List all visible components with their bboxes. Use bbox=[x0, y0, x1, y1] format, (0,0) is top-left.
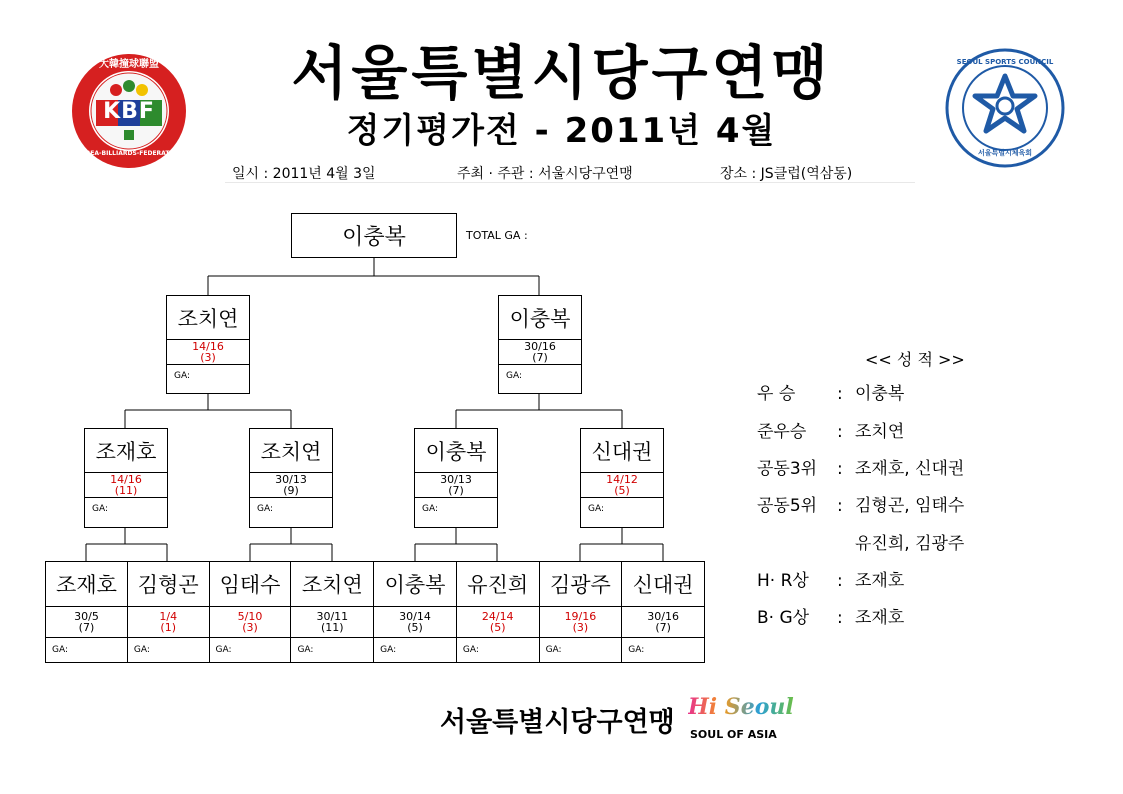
player-name: 조재호 bbox=[85, 429, 167, 473]
player-ga: GA: bbox=[506, 371, 523, 381]
result-row-best-game: B· G상 : 조재호 bbox=[757, 608, 905, 628]
kbf-logo-top-text: 大韓撞球聯盟 bbox=[99, 59, 159, 70]
result-row-joint-5th-cont bbox=[757, 533, 964, 555]
player-ga: GA: bbox=[209, 638, 291, 663]
player-name: 신대권 bbox=[622, 562, 705, 607]
player-name: 이충복 bbox=[374, 562, 457, 607]
hi-seoul-text: Hi Seoul bbox=[688, 694, 794, 720]
result-label: B· G상 bbox=[757, 608, 810, 628]
player-score: 30/16 (7) bbox=[499, 340, 581, 365]
result-label: H· R상 bbox=[757, 571, 809, 591]
player-name: 이충복 bbox=[415, 429, 497, 473]
player-ga: GA: bbox=[257, 504, 274, 514]
semi-box-1 bbox=[166, 295, 250, 394]
event-organizer: 주최 · 주관 : 서울시당구연맹 bbox=[457, 166, 633, 182]
quarter-box-3 bbox=[414, 428, 498, 528]
player-name: 신대권 bbox=[581, 429, 663, 473]
result-value: 김형곤, 임태수 bbox=[855, 496, 965, 516]
final-winner-box: 이충복 bbox=[291, 213, 457, 258]
result-value: 조치연 bbox=[855, 422, 905, 442]
player-ga: GA: bbox=[92, 504, 109, 514]
ssc-logo-ring-text: SEOUL SPORTS COUNCIL bbox=[956, 58, 1054, 66]
kbf-logo-ring-text: KOREA-BILLIARDS-FEDERATION bbox=[76, 150, 182, 157]
player-ga: GA: bbox=[174, 371, 191, 381]
player-ga: GA: bbox=[127, 638, 209, 663]
result-value: 조재호 bbox=[855, 571, 905, 591]
results-heading: << 성 적 >> bbox=[865, 350, 965, 369]
page-title: 서울특별시당구연맹 bbox=[291, 39, 832, 107]
player-score: 30/16 (7) bbox=[622, 607, 705, 638]
round1-names-row bbox=[46, 562, 705, 607]
quarter-box-2 bbox=[249, 428, 333, 528]
quarter-box-1 bbox=[84, 428, 168, 528]
player-name: 유진희 bbox=[456, 562, 539, 607]
hi-seoul-logo bbox=[688, 694, 794, 720]
result-label: 공동5위 bbox=[757, 496, 818, 516]
player-score: 30/13 (7) bbox=[415, 473, 497, 498]
result-value: 조재호 bbox=[855, 608, 905, 628]
player-score: 14/16 (11) bbox=[85, 473, 167, 498]
player-score: 30/5 (7) bbox=[46, 607, 128, 638]
result-label: 준우승 bbox=[757, 422, 807, 442]
result-label: 공동3위 bbox=[757, 459, 818, 479]
player-score: 1/4 (1) bbox=[127, 607, 209, 638]
footer-org-name: 서울특별시당구연맹 bbox=[440, 707, 675, 738]
player-name: 임태수 bbox=[209, 562, 291, 607]
player-score: 30/11 (11) bbox=[291, 607, 374, 638]
player-ga: GA: bbox=[588, 504, 605, 514]
result-value: 이충복 bbox=[855, 384, 905, 404]
player-name: 조재호 bbox=[46, 562, 128, 607]
event-venue: 장소 : JS클럽(역삼동) bbox=[720, 166, 853, 182]
result-value: 조재호, 신대권 bbox=[855, 459, 965, 479]
result-row-joint-5th: 공동5위 : 김형곤, 임태수 bbox=[757, 496, 965, 516]
player-score: 30/14 (5) bbox=[374, 607, 457, 638]
player-ga: GA: bbox=[456, 638, 539, 663]
result-value: 유진희, 김광주 bbox=[855, 534, 965, 554]
round1-scores-row bbox=[46, 607, 705, 638]
player-score: 19/16 (3) bbox=[539, 607, 622, 638]
player-score: 30/13 (9) bbox=[250, 473, 332, 498]
semi-box-2 bbox=[498, 295, 582, 394]
player-name: 이충복 bbox=[499, 296, 581, 340]
player-score: 5/10 (3) bbox=[209, 607, 291, 638]
player-ga: GA: bbox=[291, 638, 374, 663]
player-name: 조치연 bbox=[167, 296, 249, 340]
player-name: 조치연 bbox=[250, 429, 332, 473]
round1-table bbox=[45, 561, 705, 663]
player-name: 조치연 bbox=[291, 562, 374, 607]
player-name: 김형곤 bbox=[127, 562, 209, 607]
event-date: 일시 : 2011년 4월 3일 bbox=[232, 166, 376, 182]
soul-of-asia-text: SOUL OF ASIA bbox=[690, 728, 777, 741]
player-ga: GA: bbox=[539, 638, 622, 663]
result-row-joint-3rd: 공동3위 : 조재호, 신대권 bbox=[757, 459, 965, 479]
player-score: 24/14 (5) bbox=[456, 607, 539, 638]
ssc-logo-bottom-text: 서울특별시체육회 bbox=[977, 149, 1033, 157]
round1-ga-row bbox=[46, 638, 705, 663]
quarter-box-4 bbox=[580, 428, 664, 528]
player-ga: GA: bbox=[374, 638, 457, 663]
kbf-logo-acronym: KBF bbox=[103, 99, 155, 124]
player-ga: GA: bbox=[46, 638, 128, 663]
result-row-high-run: H· R상 : 조재호 bbox=[757, 571, 905, 591]
result-label: 우 승 bbox=[757, 384, 796, 404]
page-subtitle: 정기평가전 - 2011년 4월 bbox=[346, 111, 777, 151]
result-row-runner-up: 준우승 : 조치연 bbox=[757, 422, 905, 442]
player-ga: GA: bbox=[622, 638, 705, 663]
player-score: 14/16 (3) bbox=[167, 340, 249, 365]
player-name: 김광주 bbox=[539, 562, 622, 607]
total-ga-label: TOTAL GA : bbox=[466, 229, 528, 242]
result-row-winner: 우 승 : 이충복 bbox=[757, 384, 905, 404]
player-score: 14/12 (5) bbox=[581, 473, 663, 498]
player-ga: GA: bbox=[422, 504, 439, 514]
